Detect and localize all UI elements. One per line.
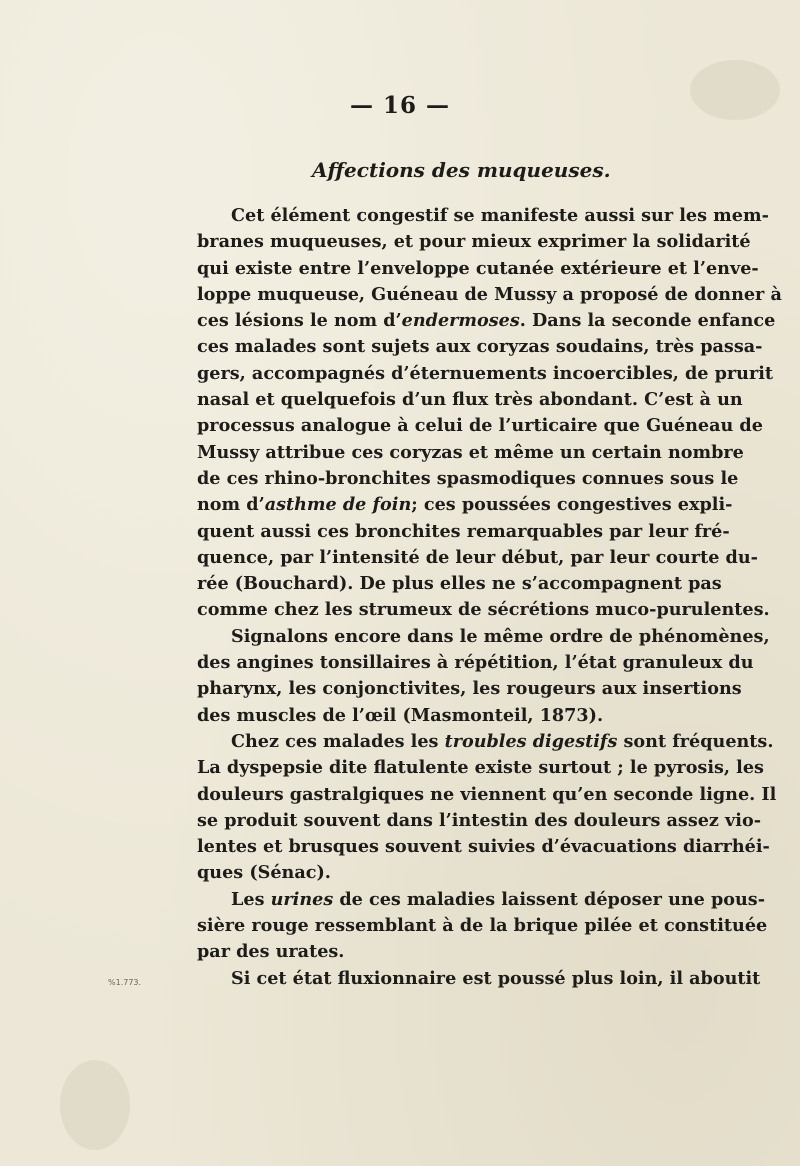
- text-line: [197, 334, 763, 360]
- text-line: [197, 624, 770, 650]
- italic-term: endermoses: [401, 310, 520, 332]
- text-segment: de ces rhino-bronchites spasmodiques connues sous le: [197, 467, 739, 489]
- text-segment: Chez ces malades les: [231, 730, 445, 752]
- text-segment: Si cet état fluxionnaire est poussé plus loin, il aboutit: [231, 967, 761, 989]
- section-heading: Affections des muqueuses.: [312, 158, 611, 182]
- text-line: [197, 440, 744, 466]
- text-segment: processus analogue à celui de l’urticaire que Guéneau de: [197, 415, 763, 437]
- italic-term: troubles digestifs: [444, 730, 618, 752]
- text-segment: douleurs gastralgiques ne viennent qu’en seconde ligne. Il: [197, 783, 777, 805]
- text-line: [197, 466, 739, 492]
- text-segment: se produit souvent dans l’intestin des douleurs assez vio-: [197, 809, 761, 831]
- text-segment: des muscles de l’œil (Masmonteil, 1873).: [197, 704, 604, 726]
- text-segment: . Dans la seconde enfance: [519, 310, 776, 332]
- text-line: [197, 597, 770, 623]
- text-line: [197, 545, 758, 571]
- body-text: [197, 203, 782, 992]
- text-segment: pharynx, les conjonctivites, les rougeurs aux insertions: [197, 678, 742, 700]
- text-line: [197, 808, 761, 834]
- paper-stain: [60, 1060, 130, 1150]
- text-line: [197, 650, 754, 676]
- text-line: [197, 229, 751, 255]
- text-line: [197, 387, 743, 413]
- text-line: [197, 834, 770, 860]
- text-segment: sière rouge ressemblant à de la brique pilée et constituée: [197, 915, 768, 937]
- text-segment: ces malades sont sujets aux coryzas soudains, très passa-: [197, 336, 763, 358]
- text-segment: lentes et brusques souvent suivies d’évacuations diarrhéi-: [197, 836, 770, 858]
- text-segment: qui existe entre l’enveloppe cutanée extérieure et l’enve-: [197, 257, 759, 279]
- italic-term: asthme de foin: [264, 494, 412, 516]
- margin-note: %1.773.: [108, 978, 142, 987]
- text-line: [197, 676, 742, 702]
- text-line: [197, 703, 663, 729]
- text-segment: gers, accompagnés d’éternuements incoercibles, de prurit: [197, 362, 774, 384]
- text-segment: Mussy attribue ces coryzas et même un certain nombre: [197, 441, 744, 463]
- text-line: [197, 939, 663, 965]
- text-segment: nasal et quelquefois d’un flux très abondant. C’est à un: [197, 389, 743, 411]
- text-segment: ; ces poussées congestives expli-: [411, 494, 733, 516]
- text-segment: loppe muqueuse, Guéneau de Mussy a proposé de donner à: [197, 283, 782, 305]
- text-segment: de ces maladies laissent déposer une pous-: [333, 888, 766, 910]
- text-segment: quent aussi ces bronchites remarquables par leur fré-: [197, 520, 730, 542]
- text-segment: Signalons encore dans le même ordre de phénomènes,: [231, 625, 770, 647]
- text-line: [197, 519, 730, 545]
- text-segment: des angines tonsillaires à répétition, l’état granuleux du: [197, 652, 754, 674]
- text-line: [197, 203, 769, 229]
- text-segment: comme chez les strumeux de sécrétions muco-purulentes.: [197, 599, 770, 621]
- text-segment: Les: [231, 888, 271, 910]
- text-line: [197, 729, 774, 755]
- italic-term: urines: [270, 888, 334, 910]
- text-segment: branes muqueuses, et pour mieux exprimer la solidarité: [197, 231, 751, 253]
- text-line: [197, 913, 768, 939]
- text-segment: nom d’: [197, 494, 265, 516]
- text-segment: La dyspepsie dite flatulente existe surtout ; le pyrosis, les: [197, 757, 764, 779]
- text-segment: ques (Sénac).: [197, 862, 331, 884]
- text-segment: quence, par l’intensité de leur début, par leur courte du-: [197, 546, 758, 568]
- text-line: [197, 571, 722, 597]
- text-line: [197, 860, 663, 886]
- text-segment: Cet élément congestif se manifeste aussi sur les mem-: [231, 205, 769, 226]
- text-segment: sont fréquents.: [617, 730, 774, 752]
- text-line: [197, 361, 774, 387]
- text-segment: par des urates.: [197, 941, 345, 963]
- text-line: [197, 256, 759, 282]
- page-number: — 16 —: [349, 92, 451, 119]
- text-line: [197, 492, 733, 518]
- text-line: [197, 782, 777, 808]
- text-line: [197, 887, 766, 913]
- text-line: [197, 308, 776, 334]
- text-line: [197, 755, 764, 781]
- text-line: [197, 413, 763, 439]
- text-line: [197, 966, 761, 992]
- text-line: [197, 282, 782, 308]
- text-segment: rée (Bouchard). De plus elles ne s’accompagnent pas: [197, 573, 722, 595]
- text-segment: ces lésions le nom d’: [197, 310, 402, 332]
